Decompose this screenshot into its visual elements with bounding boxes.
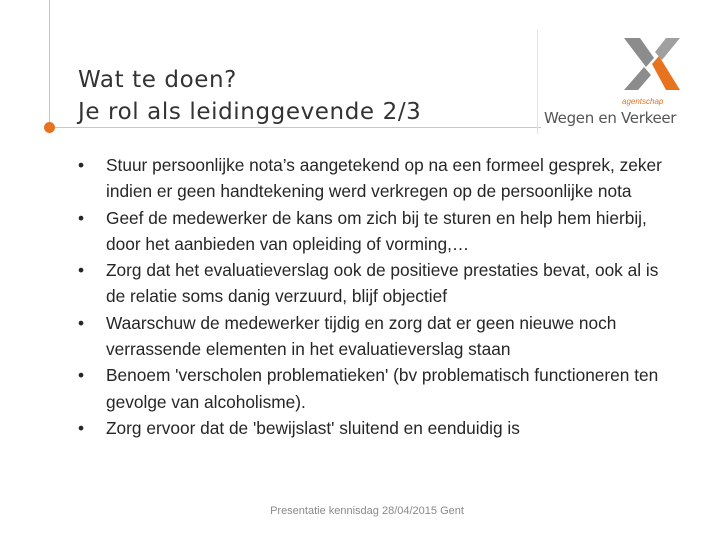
bullet-mark: • <box>78 417 85 438</box>
bullet-mark: • <box>78 155 85 175</box>
title-line-1: Wat te doen? <box>78 67 237 93</box>
list-item <box>78 257 678 310</box>
bullet-text: Zorg dat het evaluatieverslag ook de positieve prestaties bevat, ook al is de relatie soms danig verzuurd, blijf objectief <box>106 260 659 307</box>
x-cross-logo-icon <box>622 34 682 94</box>
list-item <box>78 362 678 415</box>
bullet-mark: • <box>78 260 85 281</box>
bullet-text: Zorg ervoor dat de 'bewijslast' sluitend en eenduidig is <box>106 417 520 438</box>
title-vertical-rule <box>49 0 50 128</box>
list-item <box>78 310 678 363</box>
bullet-mark: • <box>78 365 85 386</box>
logo-subtitle: agentschap <box>622 97 664 106</box>
bullet-mark: • <box>78 207 85 228</box>
slide-title <box>78 64 528 128</box>
list-item <box>78 205 678 258</box>
footer-text: Presentatie kennisdag 28/04/2015 Gent <box>270 505 464 517</box>
title-line-2: Je rol als leidinggevende 2/3 <box>78 99 422 125</box>
list-item <box>78 415 678 441</box>
bullet-text: Geef de medewerker de kans om zich bij te sturen en help hem hierbij, door het aanbieden van opleiding of vorming,… <box>106 207 647 254</box>
accent-dot <box>44 122 55 133</box>
slide-footer <box>0 505 720 517</box>
list-item <box>78 152 678 205</box>
bullet-text: Waarschuw de medewerker tijdig en zorg dat er geen nieuwe noch verrassende elementen in het evaluatieverslag staan <box>106 312 617 360</box>
bullet-text: Benoem 'verscholen problematieken' (bv problematisch functioneren ten gevolge van alcoholisme). <box>106 365 659 412</box>
bullet-text: Stuur persoonlijke nota’s aangetekend op na een formeel gesprek, zeker indien er geen handtekening werd verkregen op de persoonlijke nota <box>106 155 662 202</box>
logo-divider <box>537 30 538 134</box>
bullet-mark: • <box>78 312 85 333</box>
logo-name: Wegen en Verkeer <box>544 109 677 127</box>
agency-logo <box>544 34 684 134</box>
bullet-list <box>78 152 678 441</box>
